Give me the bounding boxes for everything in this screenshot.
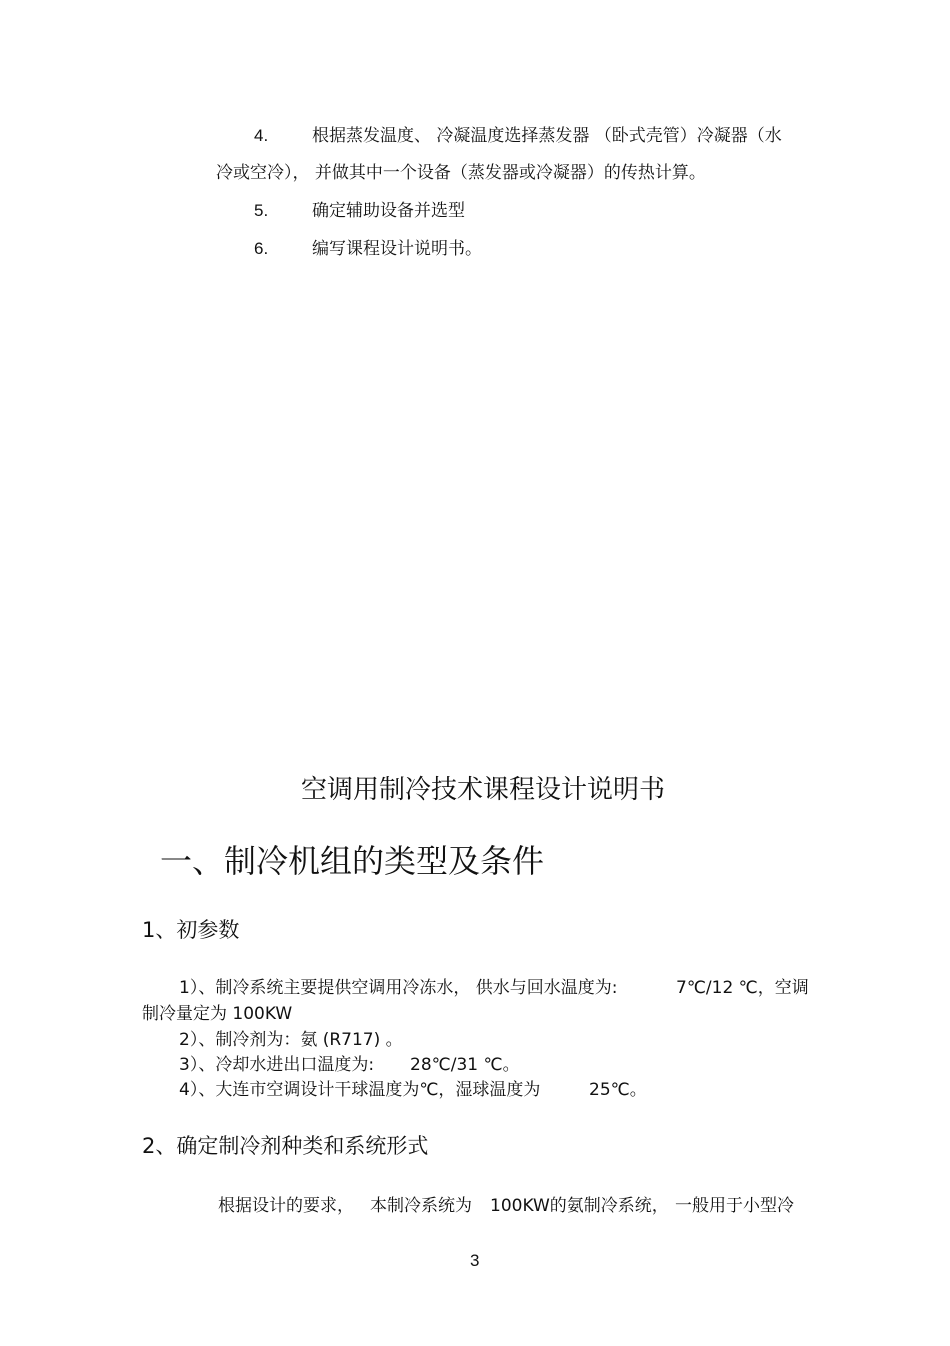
section-2-para-part1: 根据设计的要求，	[218, 1196, 354, 1216]
param-2-text: 2）、制冷剂为：氨 (R717) 。	[179, 1030, 403, 1050]
task-4-number: 4.	[254, 126, 269, 145]
param-1-line2: 制冷量定为 100KW	[142, 1004, 293, 1024]
page-number: 3	[470, 1251, 480, 1270]
task-5-text: 确定辅助设备并选型	[312, 201, 465, 221]
task-6-number: 6.	[254, 239, 269, 258]
section-2-heading: 2、确定制冷剂种类和系统形式	[142, 1134, 429, 1158]
document-title: 空调用制冷技术课程设计说明书	[301, 775, 666, 805]
chapter-heading: 一、制冷机组的类型及条件	[160, 842, 545, 880]
param-4-text: 4）、大连市空调设计干球温度为℃，湿球温度为	[179, 1080, 541, 1100]
param-4-temperature: 25℃。	[589, 1080, 647, 1100]
section-2-para-part3: 100KW的氨制冷系统，	[490, 1196, 669, 1216]
param-3-temperature: 28℃/31 ℃。	[410, 1055, 520, 1075]
task-5-number: 5.	[254, 201, 269, 220]
param-3-text: 3）、冷却水进出口温度为:	[179, 1055, 375, 1075]
param-1-text: 1）、制冷系统主要提供空调用冷冻水， 供水与回水温度为:	[179, 978, 618, 998]
section-2-para-part2: 本制冷系统为	[370, 1196, 472, 1216]
section-2-para-part4: 一般用于小型冷	[675, 1196, 794, 1216]
param-1-temperature: 7℃/12 ℃，空调	[676, 978, 809, 998]
task-4-text-line1: 根据蒸发温度、 冷凝温度选择蒸发器 （卧式壳管）冷凝器（水	[312, 126, 782, 146]
task-4-text-line2: 冷或空冷）， 并做其中一个设备（蒸发器或冷凝器）的传热计算。	[216, 163, 706, 183]
task-6-text: 编写课程设计说明书。	[312, 239, 482, 259]
section-1-heading: 1、初参数	[142, 918, 240, 942]
